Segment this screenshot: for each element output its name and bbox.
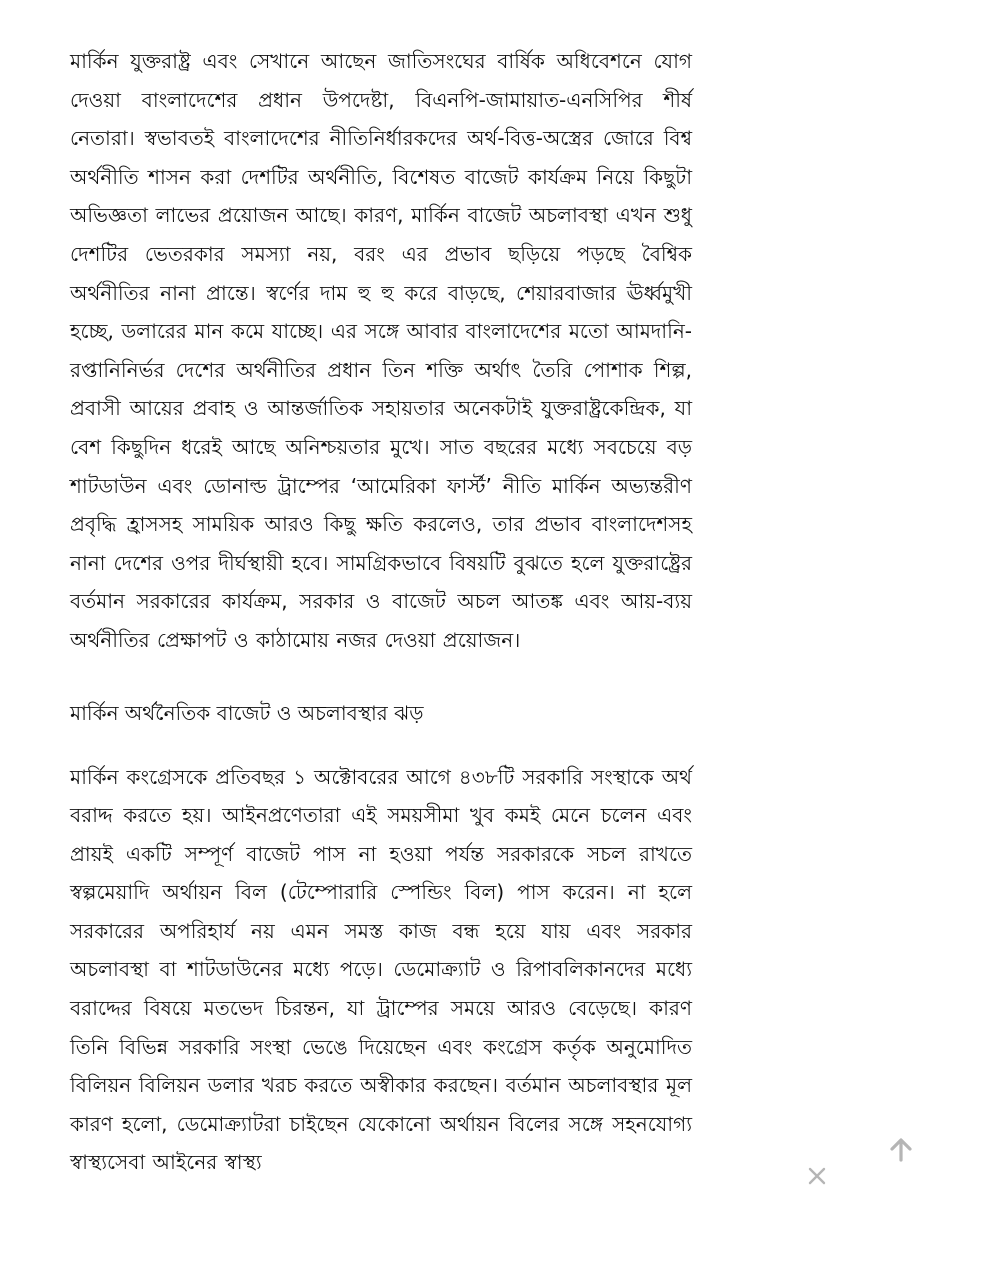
close-icon — [807, 1166, 827, 1186]
section-heading: মার্কিন অর্থনৈতিক বাজেট ও অচলাবস্থার ঝড় — [70, 700, 424, 725]
article-paragraph: মার্কিন যুক্তরাষ্ট্র এবং সেখানে আছেন জাতিসংঘের বার্ষিক অধিবেশনে যোগ দেওয়া বাংলাদেশের প্রধান উপদেষ্টা, বিএনপি-জামায়াত-এনসিপির শীর্ষ নেতারা। স্বভাবতই বাংলাদেশের নীতিনির্ধারকদের অর্থ-বিত্ত-অস্ত্রের জোরে বিশ্ব অর্থনীতি শাসন করা দেশটির অর্থনীতি, বিশেষত বাজেট কার্যক্রম নিয়ে কিছুটা অভিজ্ঞতা লাভের প্রয়োজন আছে। কারণ, মার্কিন বাজেট অচলাবস্থা এখন শুধু দেশটির ভেতরকার সমস্যা নয়, বরং এর প্রভাব ছড়িয়ে পড়ছে বৈশ্বিক অর্থনীতির নানা প্রান্তে। স্বর্ণের দাম হু হু করে বাড়ছে, শেয়ারবাজার ঊর্ধ্বমুখী হচ্ছে, ডলারের মান কমে যাচ্ছে। এর সঙ্গে আবার বাংলাদেশের মতো আমদানি-রপ্তানিনির্ভর দেশের অর্থনীতির প্রধান তিন শক্তি অর্থাৎ তৈরি পোশাক শিল্প, প্রবাসী আয়ের প্রবাহ ও আন্তর্জাতিক সহায়তার অনেকটাই যুক্তরাষ্ট্রকেন্দ্রিক, যা বেশ কিছুদিন ধরেই আছে অনিশ্চয়তার মুখে। সাত বছরের মধ্যে সবচেয়ে বড় শাটডাউন এবং ডোনাল্ড ট্রাম্পের ‘আমেরিকা ফার্স্ট’ নীতি মার্কিন অভ্যন্তরীণ প্রবৃদ্ধি হ্রাসসহ সাময়িক আরও কিছু ক্ষতি করলেও, তার প্রভাব বাংলাদেশসহ নানা দেশের ওপর দীর্ঘস্থায়ী হবে। সামগ্রিকভাবে বিষয়টি বুঝতে হলে যুক্তরাষ্ট্রের বর্তমান সরকারের কার্যক্রম, সরকার ও বাজেট অচল আতঙ্ক এবং আয়-ব্যয় অর্থনীতির প্রেক্ষাপট ও কাঠামোয় নজর দেওয়া প্রয়োজন। — [70, 49, 692, 652]
close-button[interactable] — [801, 1160, 833, 1192]
scroll-to-top-button[interactable] — [882, 1131, 920, 1169]
article-paragraph: মার্কিন কংগ্রেসকে প্রতিবছর ১ অক্টোবরের আগে ৪৩৮টি সরকারি সংস্থাকে অর্থ বরাদ্দ করতে হয়। আইনপ্রণেতারা এই সময়সীমা খুব কমই মেনে চলেন এবং প্রায়ই একটি সম্পূর্ণ বাজেট পাস না হওয়া পর্যন্ত সরকারকে সচল রাখতে স্বল্পমেয়াদি অর্থায়ন বিল (টেম্পোরারি স্পেন্ডিং বিল) পাস করেন। না হলে সরকারের অপরিহার্য নয় এমন সমস্ত কাজ বন্ধ হয়ে যায় এবং সরকার অচলাবস্থা বা শাটডাউনের মধ্যে পড়ে। ডেমোক্র্যাট ও রিপাবলিকানদের মধ্যে বরাদ্দের বিষয়ে মতভেদ চিরন্তন, যা ট্রাম্পের সময়ে আরও বেড়েছে। কারণ তিনি বিভিন্ন সরকারি সংস্থা ভেঙে দিয়েছেন এবং কংগ্রেস কর্তৃক অনুমোদিত বিলিয়ন বিলিয়ন ডলার খরচ করতে অস্বীকার করছেন। বর্তমান অচলাবস্থার মূল কারণ হলো, ডেমোক্র্যাটরা চাইছেন যেকোনো অর্থায়ন বিলের সঙ্গে সহনযোগ্য স্বাস্থ্যসেবা আইনের স্বাস্থ্য — [70, 764, 692, 1175]
article-body — [70, 42, 692, 1182]
arrow-up-icon — [888, 1137, 914, 1163]
